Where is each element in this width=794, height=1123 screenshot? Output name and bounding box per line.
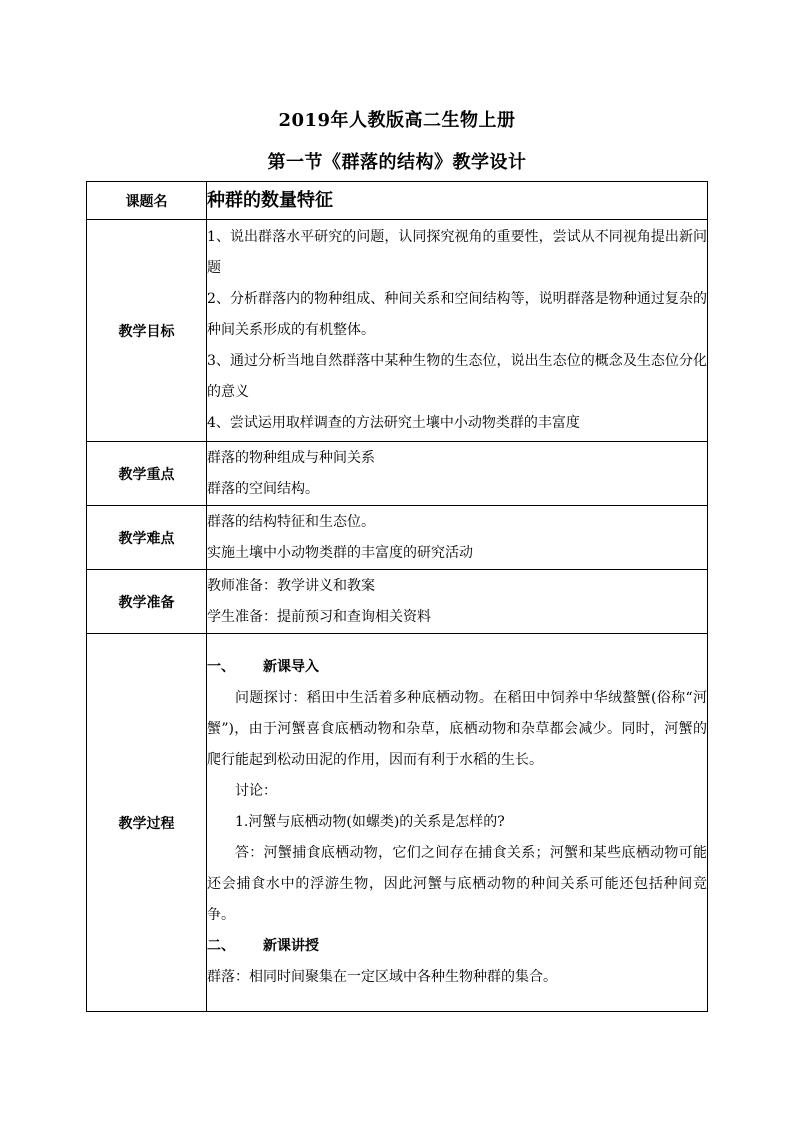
objective-item: 4、尝试运用取样调查的方法研究土壤中小动物类群的丰富度 (207, 415, 580, 431)
problem-paragraph: 问题探讨：稻田中生活着多种底栖动物。在稻田中饲养中华绒螯蟹(俗称“河蟹”)，由于河蟹喜食底栖动物和杂草，底栖动物和杂草都会减少。同时，河蟹的爬行能起到松动田泥的作用，因而有利于水稻的生长。 (207, 690, 707, 768)
row-label-key-points: 教学重点 (87, 442, 207, 506)
row-content-process (207, 634, 708, 1012)
key-point-item: 群落的物种组成与种间关系 (207, 449, 375, 466)
section-number: 一、 (207, 659, 235, 675)
row-label-topic: 课题名 (87, 182, 207, 220)
table-row-objectives (87, 220, 708, 442)
table-row-topic (87, 182, 708, 220)
page-title: 2019年人教版高二生物上册 (278, 110, 516, 131)
definition-text: 群落：相同时间聚集在一定区域中各种生物种群的集合。 (207, 969, 557, 985)
section-number: 二、 (207, 938, 235, 954)
row-label-objectives: 教学目标 (87, 220, 207, 442)
discussion-label: 讨论： (235, 783, 277, 799)
objective-item: 1、说出群落水平研究的问题，认同探究视角的重要性，尝试从不同视角提出新问题 (207, 229, 707, 276)
lesson-plan-table (86, 181, 708, 1012)
difficulty-item: 群落的结构特征和生态位。 (207, 513, 375, 530)
topic-value: 种群的数量特征 (207, 189, 333, 211)
key-point-item: 群落的空间结构。 (207, 480, 319, 497)
objective-item: 3、通过分析当地自然群落中某种生物的生态位，说出生态位的概念及生态位分化的意义 (207, 353, 707, 400)
row-content-topic (207, 182, 708, 220)
row-content-preparation (207, 570, 708, 634)
row-content-objectives (207, 220, 708, 442)
difficulty-item: 实施土壤中小动物类群的丰富度的研究活动 (207, 544, 473, 561)
preparation-item: 教师准备：教学讲义和教案 (207, 577, 375, 594)
row-label-preparation: 教学准备 (87, 570, 207, 634)
page-subtitle: 第一节《群落的结构》教学设计 (267, 152, 527, 173)
section-title: 新课讲授 (263, 938, 319, 954)
objective-item: 2、分析群落内的物种组成、种间关系和空间结构等，说明群落是物种通过复杂的种间关系形成的有机整体。 (207, 291, 707, 338)
section-heading (207, 652, 707, 683)
answer-paragraph: 答：河蟹捕食底栖动物，它们之间存在捕食关系；河蟹和某些底栖动物可能还会捕食水中的浮游生物，因此河蟹与底栖动物的种间关系可能还包括种间竞争。 (207, 845, 707, 923)
table-row-process (87, 634, 708, 1012)
section-title: 新课导入 (263, 659, 319, 675)
section-heading (207, 931, 707, 962)
row-label-difficulties: 教学难点 (87, 506, 207, 570)
preparation-item: 学生准备：提前预习和查询相关资料 (207, 608, 431, 625)
row-content-key-points (207, 442, 708, 506)
row-label-process: 教学过程 (87, 634, 207, 1012)
table-row-key-points (87, 442, 708, 506)
table-row-preparation (87, 570, 708, 634)
table-row-difficulties (87, 506, 708, 570)
question-item: 1.河蟹与底栖动物(如螺类)的关系是怎样的? (235, 814, 505, 830)
row-content-difficulties (207, 506, 708, 570)
